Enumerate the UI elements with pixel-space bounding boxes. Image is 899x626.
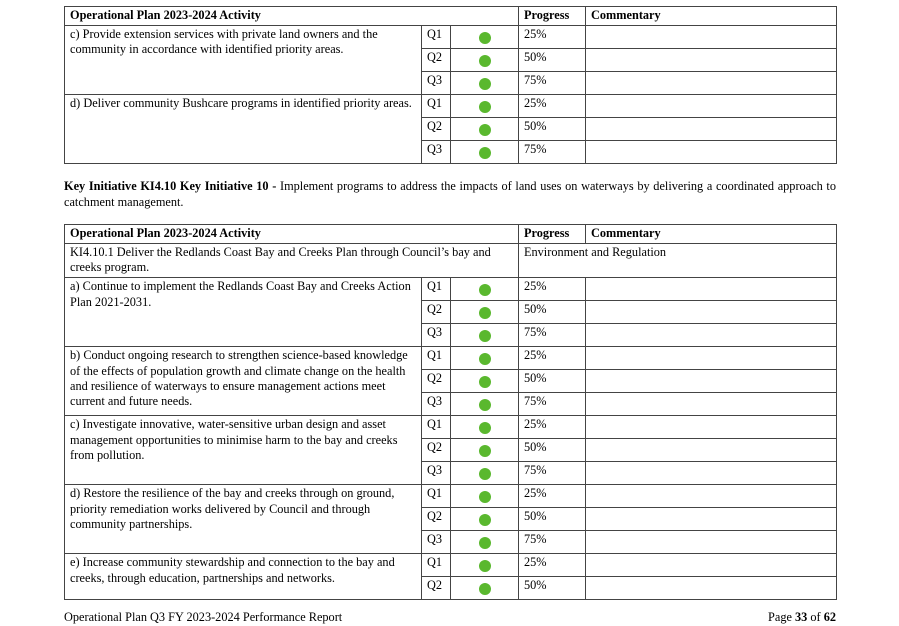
commentary-cell [586, 370, 837, 393]
commentary-cell [586, 439, 837, 462]
commentary-cell [586, 347, 837, 370]
status-green-dot-icon [479, 399, 491, 411]
status-cell [451, 485, 519, 508]
status-green-dot-icon [479, 147, 491, 159]
status-cell [451, 49, 519, 72]
responsible-group: Environment and Regulation [519, 244, 837, 278]
key-initiative-label: Key Initiative KI4.10 Key Initiative 10 - [64, 179, 277, 193]
commentary-cell [586, 118, 837, 141]
activity-description: b) Conduct ongoing research to strengthen science-based knowledge of the effects of population growth and climate change on the health and resilience of waterways to ensure management actions meet current and future needs. [65, 347, 422, 416]
commentary-cell [586, 577, 837, 600]
activity-table-1 [64, 6, 837, 164]
status-green-dot-icon [479, 583, 491, 595]
progress-cell: 50% [519, 301, 586, 324]
progress-cell: 25% [519, 485, 586, 508]
quarter-cell: Q2 [422, 370, 451, 393]
quarter-cell: Q1 [422, 347, 451, 370]
status-cell [451, 72, 519, 95]
table-row [65, 416, 837, 439]
status-green-dot-icon [479, 445, 491, 457]
commentary-cell [586, 141, 837, 164]
table-row [65, 95, 837, 118]
status-green-dot-icon [479, 284, 491, 296]
commentary-cell [586, 278, 837, 301]
status-green-dot-icon [479, 468, 491, 480]
header-progress: Progress [519, 7, 586, 26]
progress-cell: 25% [519, 95, 586, 118]
status-green-dot-icon [479, 514, 491, 526]
activity-description: c) Investigate innovative, water-sensitive urban design and asset management opportunities to minimise harm to the bay and creeks from pollution. [65, 416, 422, 485]
progress-cell: 50% [519, 118, 586, 141]
status-cell [451, 347, 519, 370]
table-header-row [65, 225, 837, 244]
table-header-row [65, 7, 837, 26]
quarter-cell: Q2 [422, 577, 451, 600]
status-cell [451, 393, 519, 416]
status-cell [451, 324, 519, 347]
progress-cell: 75% [519, 531, 586, 554]
status-cell [451, 141, 519, 164]
commentary-cell [586, 531, 837, 554]
commentary-cell [586, 485, 837, 508]
progress-cell: 25% [519, 347, 586, 370]
quarter-cell: Q3 [422, 393, 451, 416]
progress-cell: 75% [519, 141, 586, 164]
status-cell [451, 531, 519, 554]
status-green-dot-icon [479, 491, 491, 503]
initiative-description: KI4.10.1 Deliver the Redlands Coast Bay and Creeks Plan through Council’s bay and creeks program. [65, 244, 519, 278]
quarter-cell: Q2 [422, 118, 451, 141]
activity-description: d) Deliver community Bushcare programs in identified priority areas. [65, 95, 422, 164]
status-green-dot-icon [479, 307, 491, 319]
progress-cell: 50% [519, 577, 586, 600]
table-row [65, 347, 837, 370]
quarter-cell: Q3 [422, 324, 451, 347]
header-commentary: Commentary [586, 225, 837, 244]
header-activity: Operational Plan 2023-2024 Activity [65, 225, 519, 244]
table-row [65, 554, 837, 577]
footer-page-number: Page 33 of 62 [768, 610, 836, 624]
quarter-cell: Q1 [422, 554, 451, 577]
status-cell [451, 577, 519, 600]
status-cell [451, 508, 519, 531]
status-green-dot-icon [479, 78, 491, 90]
status-green-dot-icon [479, 560, 491, 572]
commentary-cell [586, 554, 837, 577]
quarter-cell: Q3 [422, 531, 451, 554]
progress-cell: 75% [519, 393, 586, 416]
commentary-cell [586, 508, 837, 531]
status-cell [451, 118, 519, 141]
commentary-cell [586, 301, 837, 324]
status-cell [451, 439, 519, 462]
progress-cell: 50% [519, 508, 586, 531]
table-subheader-row [65, 244, 837, 278]
activity-description: e) Increase community stewardship and connection to the bay and creeks, through education, partnerships and networks. [65, 554, 422, 600]
quarter-cell: Q1 [422, 278, 451, 301]
progress-cell: 75% [519, 324, 586, 347]
header-commentary: Commentary [586, 7, 837, 26]
table-row [65, 278, 837, 301]
commentary-cell [586, 95, 837, 118]
quarter-cell: Q3 [422, 141, 451, 164]
commentary-cell [586, 462, 837, 485]
table-row [65, 485, 837, 508]
table-row [65, 26, 837, 49]
progress-cell: 25% [519, 26, 586, 49]
status-cell [451, 26, 519, 49]
status-green-dot-icon [479, 124, 491, 136]
status-green-dot-icon [479, 101, 491, 113]
status-green-dot-icon [479, 537, 491, 549]
activity-description: d) Restore the resilience of the bay and creeks through on ground, priority remediation works delivered by Council and through community partnerships. [65, 485, 422, 554]
header-activity: Operational Plan 2023-2024 Activity [65, 7, 519, 26]
commentary-cell [586, 393, 837, 416]
status-cell [451, 278, 519, 301]
commentary-cell [586, 72, 837, 95]
quarter-cell: Q1 [422, 416, 451, 439]
progress-cell: 25% [519, 416, 586, 439]
status-green-dot-icon [479, 353, 491, 365]
quarter-cell: Q3 [422, 72, 451, 95]
status-cell [451, 462, 519, 485]
quarter-cell: Q2 [422, 508, 451, 531]
status-cell [451, 554, 519, 577]
status-green-dot-icon [479, 422, 491, 434]
progress-cell: 50% [519, 439, 586, 462]
progress-cell: 75% [519, 72, 586, 95]
status-cell [451, 301, 519, 324]
activity-description: c) Provide extension services with private land owners and the community in accordance with identified priority areas. [65, 26, 422, 95]
progress-cell: 75% [519, 462, 586, 485]
commentary-cell [586, 416, 837, 439]
status-cell [451, 416, 519, 439]
key-initiative-paragraph [64, 178, 836, 210]
status-green-dot-icon [479, 330, 491, 342]
progress-cell: 50% [519, 370, 586, 393]
quarter-cell: Q3 [422, 462, 451, 485]
commentary-cell [586, 324, 837, 347]
quarter-cell: Q1 [422, 26, 451, 49]
progress-cell: 25% [519, 278, 586, 301]
quarter-cell: Q1 [422, 95, 451, 118]
status-cell [451, 95, 519, 118]
status-green-dot-icon [479, 55, 491, 67]
key-initiative-text: Implement programs to address the impacts of land uses on waterways by delivering a coordinated approach to catchment management. [64, 179, 836, 209]
status-cell [451, 370, 519, 393]
progress-cell: 25% [519, 554, 586, 577]
quarter-cell: Q2 [422, 439, 451, 462]
commentary-cell [586, 49, 837, 72]
header-progress: Progress [519, 225, 586, 244]
quarter-cell: Q2 [422, 301, 451, 324]
activity-description: a) Continue to implement the Redlands Coast Bay and Creeks Action Plan 2021-2031. [65, 278, 422, 347]
progress-cell: 50% [519, 49, 586, 72]
quarter-cell: Q1 [422, 485, 451, 508]
commentary-cell [586, 26, 837, 49]
quarter-cell: Q2 [422, 49, 451, 72]
status-green-dot-icon [479, 32, 491, 44]
activity-table-2 [64, 224, 837, 600]
footer-report-title: Operational Plan Q3 FY 2023-2024 Performance Report [64, 610, 343, 624]
status-green-dot-icon [479, 376, 491, 388]
